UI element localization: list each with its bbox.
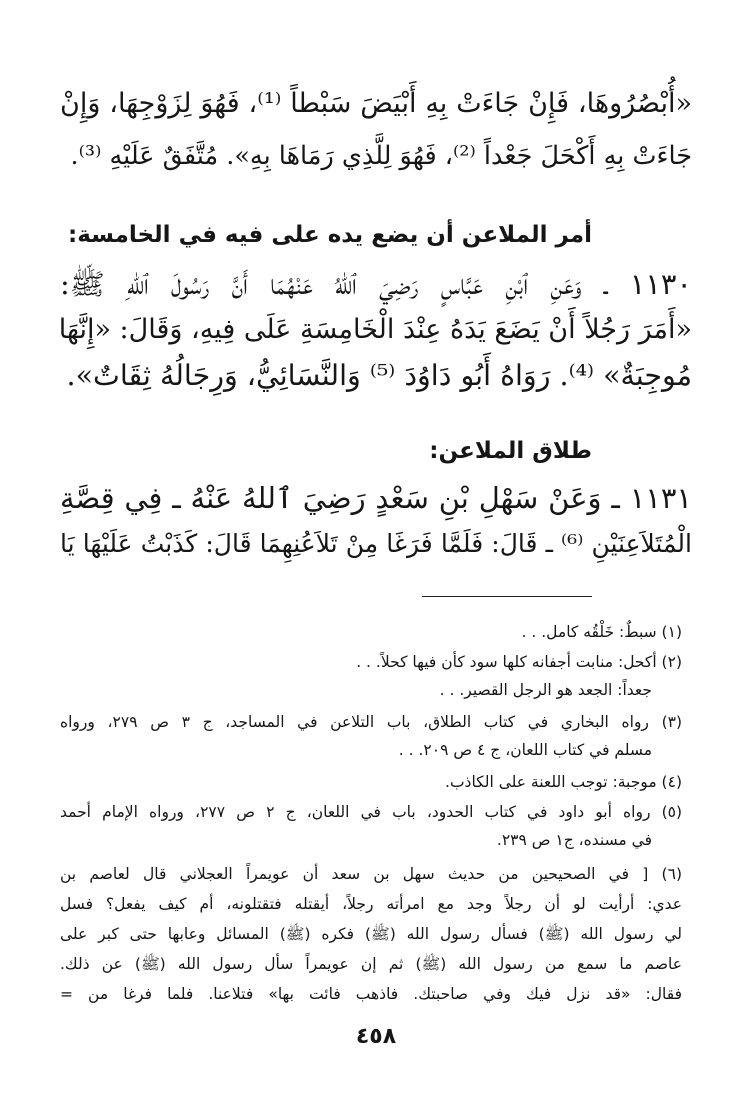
footnote-6-line-1: (٦) [ في الصحيحين من حديث سهل بن سعد أن عويمراً العجلاني قال لعاصم بن [60, 865, 682, 883]
hadith-1130-line-2: «أَمَرَ رَجُلاً أَنْ يَضَعَ يَدَهُ عِنْدَ الْخَامِسَةِ عَلَى فِيهِ، وَقَالَ: «إِنَّهَا [58, 314, 692, 345]
footnote-2-continued: جعداً: الجعد هو الرجل القصير. . . [439, 681, 652, 699]
footnote-separator [422, 596, 592, 597]
footnote-6-line-5: فقال: «قد نزل فيك وفي صاحبتك. فاذهب فائت بها» فتلاعنا. فلما فرغا من = [60, 985, 682, 1003]
footnote-6-line-4: عاصم ما سمع من رسول الله (ﷺ) ثم إن عويمراً سأل رسول الله (ﷺ) عن ذلك. [60, 955, 682, 973]
section-heading-2: طلاق الملاعن: [429, 438, 592, 464]
body-line-2: جَاءَتْ بِهِ أَكْحَلَ جَعْداً ⁽²⁾، فَهُوَ لِلَّذِي رَمَاهَا بِهِ». مُتَّفَقٌ عَلَيْهِ ⁽³⁾. [70, 141, 692, 171]
footnote-5-line-2: في مسنده، ج١ ص ٢٣٩. [496, 831, 652, 849]
footnote-3-line-1: (٣) رواه البخاري في كتاب الطلاق، باب التلاعن في المساجد، ج ٣ ص ٢٧٩، ورواه [60, 713, 683, 731]
section-heading-1: أمر الملاعن أن يضع يده على فيه في الخامسة: [68, 222, 592, 248]
footnote-6-line-2: عدي: أرأيت لو أن رجلاً وجد مع امرأته رجلاً، أيقتله فتقتلونه، أم كيف يفعل؟ فسل [60, 895, 682, 913]
hadith-1131-line-2: الْمُتَلاَعِنَيْنِ ⁽⁶⁾ ـ قَالَ: فَلَمَّا فَرَغَا مِنْ تَلاَعُنِهِمَا قَالَ: كَذَبْتُ عَلَيْهَا يَا [60, 529, 692, 558]
footnote-6-line-3: لي رسول الله (ﷺ) فسأل رسول الله (ﷺ) فكره (ﷺ) المسائل وعابها حتى كبر على [60, 925, 682, 943]
footnote-1: (١) سبطٌ: خَلْقُه كامل. . . [521, 623, 682, 641]
hadith-1130-line-1: ١١٣٠ ـ وَعَنِ ٱبْنِ عَبَّاسٍ رَضِيَ ٱللهُ عَنْهُمَا أَنَّ رَسُولَ ٱللهِ ﷺ: [60, 267, 692, 301]
footnote-2: (٢) أكحل: منابت أجفانه كلها سود كأن فيها كحلاً. . . [356, 653, 682, 671]
hadith-1131-line-1: ١١٣١ ـ وَعَنْ سَهْلِ بْنِ سَعْدٍ رَضِيَ ٱللهُ عَنْهُ ـ فِي قِصَّةِ [60, 481, 692, 515]
page-number: ٤٥٨ [355, 1024, 397, 1049]
footnote-5-line-1: (٥) رواه أبو داود في كتاب الحدود، باب في اللعان، ج ٢ ص ٢٧٧، ورواه الإمام أحمد [60, 803, 683, 821]
footnote-4: (٤) موجبة: توجب اللعنة على الكاذب. [445, 773, 682, 791]
body-line-1: «أُبْصُرُوهَا، فَإِنْ جَاءَتْ بِهِ أَبْيَضَ سَبْطاً ⁽¹⁾، فَهُوَ لِزَوْجِهَا، وَإِنْ [60, 88, 692, 119]
hadith-1130-line-3: مُوجِبَةٌ» ⁽⁴⁾. رَوَاهُ أَبُو دَاوُدَ ⁽⁵⁾ وَالنَّسَائِيُّ، وَرِجَالُهُ ثِقَاتٌ». [66, 359, 692, 392]
footnote-3-line-2: مسلم في كتاب اللعان، ج ٤ ص ٢٠٩. . . [398, 741, 652, 759]
